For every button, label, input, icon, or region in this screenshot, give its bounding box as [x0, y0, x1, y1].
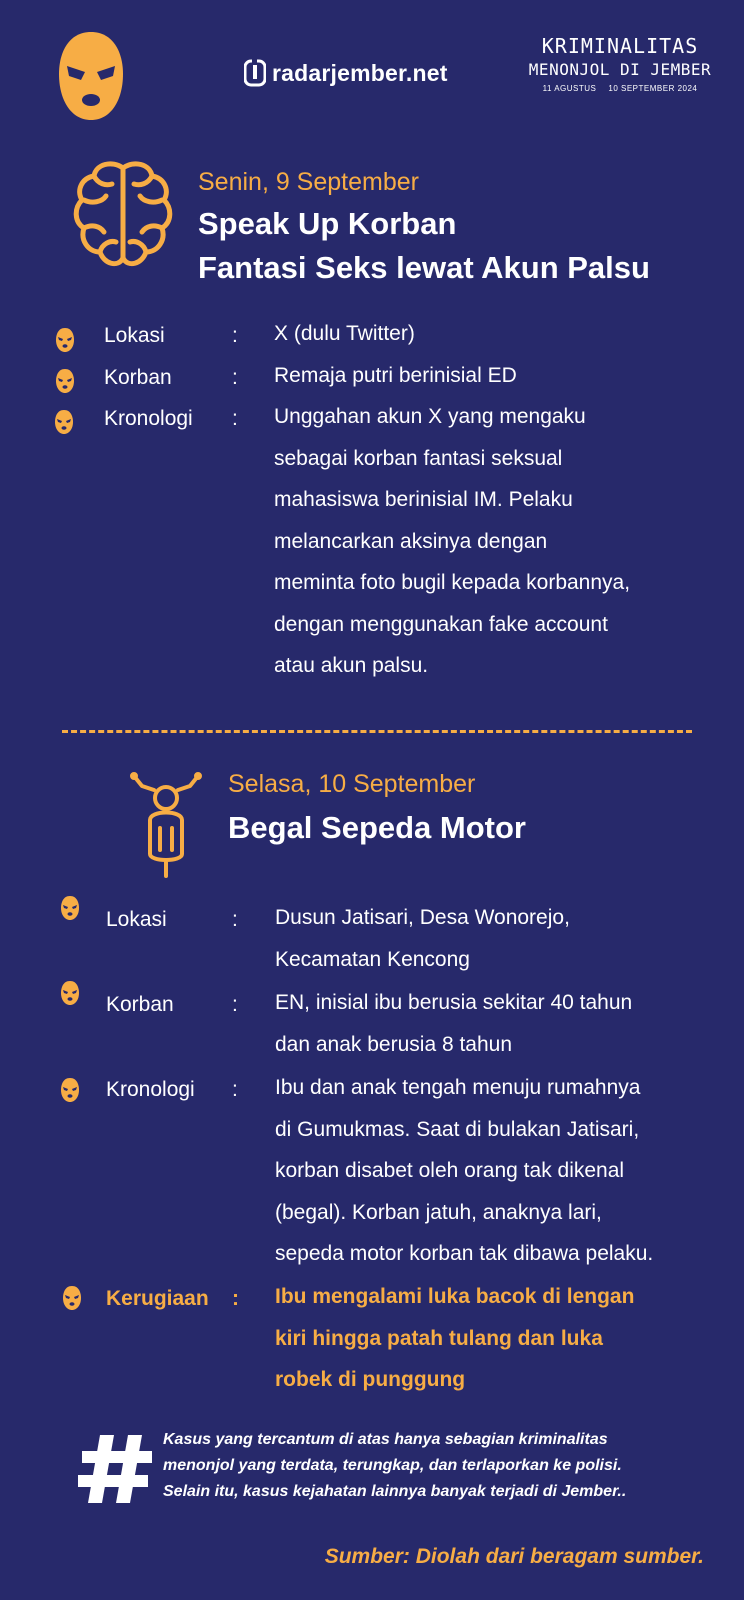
section-divider [62, 730, 692, 733]
case2-date: Selasa, 10 September [228, 770, 476, 798]
mask-bullet-icon [55, 368, 75, 394]
header-title-line1: KRIMINALITAS [541, 34, 699, 58]
case1-colon-korban: : [232, 366, 238, 389]
mask-bullet-icon [60, 1077, 80, 1103]
hashtag-icon [76, 1435, 156, 1503]
case2-colon-korban: : [232, 993, 238, 1016]
brand [244, 58, 448, 88]
motorcycle-icon [130, 770, 202, 880]
case2-colon-kerugiaan: : [232, 1287, 239, 1310]
case1-date: Senin, 9 September [198, 168, 419, 196]
range-start: 11 AGUSTUS [542, 84, 597, 93]
header-title-line2: MENONJOL DI JEMBER [528, 60, 712, 79]
mask-bullet-icon [60, 980, 80, 1006]
mask-bullet-icon [55, 327, 75, 353]
case2-value-kronologi: Ibu dan anak tengah menuju rumahnya di Gumukmas. Saat di bulakan Jatisari, korban disabet oleh orang tak dikenal (begal). Korban jatuh, anaknya lari, sepeda motor korban tak dibawa pelaku. [275, 1076, 654, 1265]
case2-label-kronologi: Kronologi [106, 1078, 195, 1101]
brand-logo-icon [244, 59, 266, 87]
case1-label-kronologi: Kronologi [104, 407, 193, 430]
case2-value-kerugiaan: Ibu mengalami luka bacok di lengan kiri hingga patah tulang dan luka robek di punggung [275, 1285, 635, 1391]
case1-title-line1: Speak Up Korban [198, 206, 457, 241]
case2-colon-lokasi: : [232, 908, 238, 931]
header-title-block [520, 34, 720, 93]
case1-label-lokasi: Lokasi [104, 324, 165, 347]
balaclava-mask-icon [57, 30, 125, 122]
case1-value-korban: Remaja putri berinisial ED [274, 364, 517, 387]
case2-title: Begal Sepeda Motor [228, 810, 526, 845]
case2-colon-kronologi: : [232, 1078, 238, 1101]
case2-label-kerugiaan: Kerugiaan [106, 1287, 209, 1310]
case2-label-lokasi: Lokasi [106, 908, 167, 931]
header-date-range [520, 84, 720, 93]
case2-label-korban: Korban [106, 993, 174, 1016]
brain-icon [72, 158, 174, 274]
footnote: Kasus yang tercantum di atas hanya sebagian kriminalitas menonjol yang terdata, terungkap, dan terlaporkan ke polisi. Selain itu, kasus kejahatan lainnya banyak terjadi di Jember.. [163, 1431, 627, 1500]
case1-colon-lokasi: : [232, 324, 238, 347]
case1-colon-kronologi: : [232, 407, 238, 430]
source-credit: Sumber: Diolah dari beragam sumber. [324, 1545, 704, 1568]
range-end: 10 SEPTEMBER 2024 [608, 84, 698, 93]
case1-value-lokasi: X (dulu Twitter) [274, 322, 415, 345]
case2-value-lokasi: Dusun Jatisari, Desa Wonorejo, Kecamatan Kencong [275, 906, 570, 971]
mask-bullet-icon [54, 409, 74, 435]
case2-value-korban: EN, inisial ibu berusia sekitar 40 tahun dan anak berusia 8 tahun [275, 991, 633, 1056]
mask-bullet-icon [62, 1285, 82, 1311]
mask-bullet-icon [60, 895, 80, 921]
brand-name: radarjember.net [272, 59, 448, 86]
case1-label-korban: Korban [104, 366, 172, 389]
case1-title-line2: Fantasi Seks lewat Akun Palsu [198, 250, 650, 285]
case1-value-kronologi: Unggahan akun X yang mengaku sebagai korban fantasi seksual mahasiswa berinisial IM. Pelaku melancarkan aksinya dengan meminta foto bugil kepada korbannya, dengan menggunakan fake account atau akun palsu. [274, 405, 631, 677]
